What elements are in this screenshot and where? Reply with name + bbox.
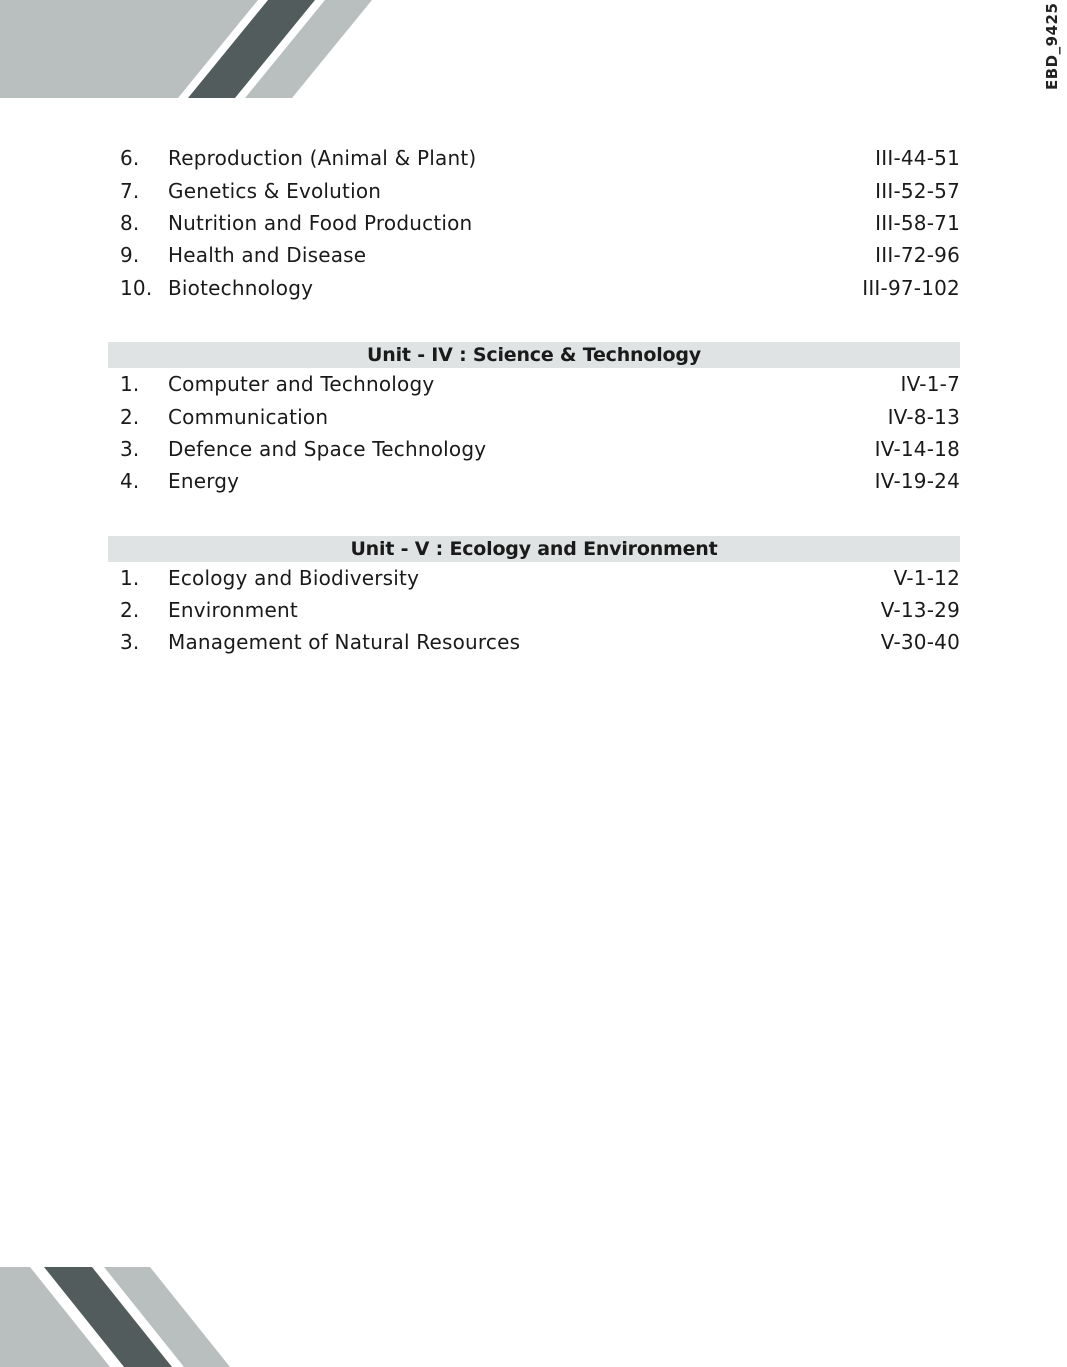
entry-page-range: IV-19-24 bbox=[874, 469, 960, 494]
entry-page-range: IV-14-18 bbox=[874, 436, 960, 461]
entry-number: 2. bbox=[120, 598, 140, 623]
entry-page-range: V-1-12 bbox=[893, 565, 960, 590]
toc-entry[interactable] bbox=[108, 207, 960, 239]
toc-entry[interactable] bbox=[108, 562, 960, 594]
entry-title: Computer and Technology bbox=[168, 372, 435, 397]
entry-page-range: III-52-57 bbox=[875, 178, 960, 203]
entry-number: 1. bbox=[120, 372, 140, 397]
top-decorative-stripes bbox=[0, 0, 380, 100]
entry-number: 8. bbox=[120, 210, 140, 235]
entry-number: 2. bbox=[120, 404, 140, 429]
unit-3-continued-list bbox=[108, 142, 960, 304]
entry-number: 3. bbox=[120, 436, 140, 461]
entry-page-range: III-97-102 bbox=[862, 275, 960, 300]
toc-entry[interactable] bbox=[108, 626, 960, 658]
toc-entry[interactable] bbox=[108, 465, 960, 497]
toc-entry[interactable] bbox=[108, 594, 960, 626]
entry-title: Biotechnology bbox=[168, 275, 314, 300]
entry-title: Genetics & Evolution bbox=[168, 178, 382, 203]
entry-number: 4. bbox=[120, 469, 140, 494]
entry-page-range: III-44-51 bbox=[875, 146, 960, 171]
entry-page-range: IV-1-7 bbox=[900, 372, 960, 397]
bottom-decorative-stripes bbox=[0, 1267, 240, 1367]
toc-entry[interactable] bbox=[108, 239, 960, 271]
toc-entry[interactable] bbox=[108, 174, 960, 206]
entry-page-range: III-58-71 bbox=[875, 210, 960, 235]
entry-title: Energy bbox=[168, 469, 240, 494]
unit-heading: Unit - IV : Science & Technology bbox=[108, 342, 960, 368]
toc-entry[interactable] bbox=[108, 142, 960, 174]
section-spacer bbox=[108, 498, 960, 536]
entry-page-range: IV-8-13 bbox=[887, 404, 960, 429]
entry-title: Communication bbox=[168, 404, 329, 429]
toc-entry[interactable] bbox=[108, 368, 960, 400]
toc-entry[interactable] bbox=[108, 272, 960, 304]
unit-heading: Unit - V : Ecology and Environment bbox=[108, 536, 960, 562]
unit-5-section bbox=[108, 536, 960, 659]
entry-title: Management of Natural Resources bbox=[168, 630, 521, 655]
toc-entry[interactable] bbox=[108, 433, 960, 465]
entry-number: 1. bbox=[120, 565, 140, 590]
unit-4-section bbox=[108, 342, 960, 498]
entry-page-range: III-72-96 bbox=[875, 243, 960, 268]
entry-title: Ecology and Biodiversity bbox=[168, 565, 420, 590]
section-spacer bbox=[108, 304, 960, 342]
entry-title: Reproduction (Animal & Plant) bbox=[168, 146, 477, 171]
entry-page-range: V-30-40 bbox=[880, 630, 960, 655]
entry-title: Nutrition and Food Production bbox=[168, 210, 473, 235]
entry-number: 10. bbox=[120, 275, 153, 300]
entry-number: 7. bbox=[120, 178, 140, 203]
toc-entry[interactable] bbox=[108, 400, 960, 432]
entry-title: Environment bbox=[168, 598, 298, 623]
entry-title: Health and Disease bbox=[168, 243, 367, 268]
table-of-contents bbox=[108, 142, 960, 659]
entry-number: 6. bbox=[120, 146, 140, 171]
entry-number: 9. bbox=[120, 243, 140, 268]
entry-title: Defence and Space Technology bbox=[168, 436, 487, 461]
entry-number: 3. bbox=[120, 630, 140, 655]
entry-page-range: V-13-29 bbox=[880, 598, 960, 623]
document-code: EBD_9425 bbox=[1043, 2, 1061, 90]
